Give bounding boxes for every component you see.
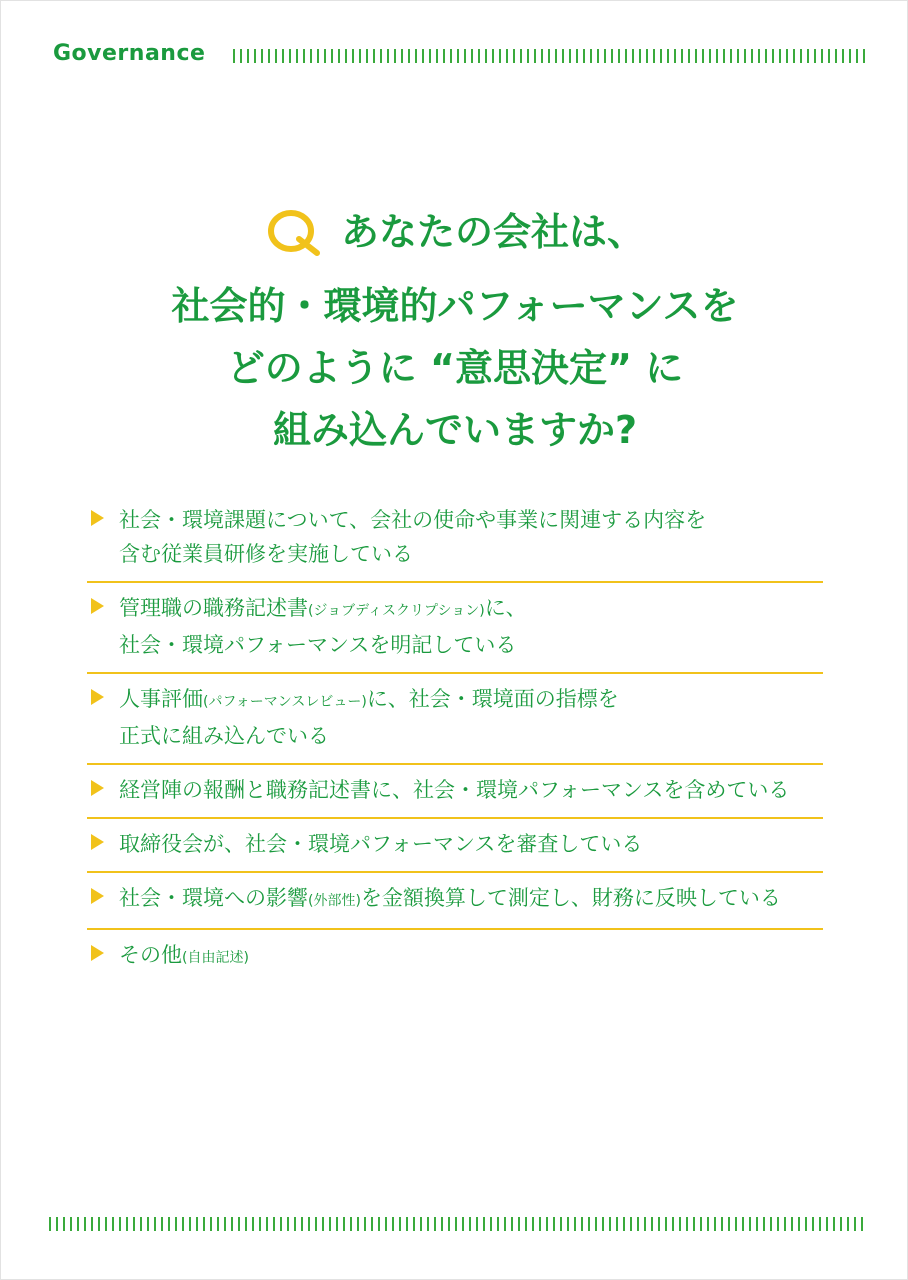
section-title: Governance <box>53 41 206 66</box>
option-note: (パフォーマンスレビュー) <box>203 694 367 710</box>
triangle-right-icon <box>91 945 104 961</box>
question-heading <box>1 201 908 461</box>
triangle-right-icon <box>91 834 104 850</box>
option-text: 人事評価 <box>119 687 203 711</box>
option-note: (ジョブディスクリプション) <box>308 603 485 619</box>
option-text-line: 社会・環境パフォーマンスを明記している <box>119 633 517 657</box>
q-letter-icon <box>265 207 323 257</box>
option-text: その他 <box>119 943 182 967</box>
option-note: (自由記述) <box>182 950 249 966</box>
triangle-right-icon <box>91 780 104 796</box>
question-line-2: 社会的・環境的パフォーマンスを <box>171 284 739 328</box>
triangle-right-icon <box>91 689 104 705</box>
decorative-tick-strip-top <box>233 49 865 63</box>
option-note: (外部性) <box>308 893 361 909</box>
option-text-line: 正式に組み込んでいる <box>119 724 329 748</box>
option-text-line: 取締役会が、社会・環境パフォーマンスを審査している <box>119 832 643 856</box>
triangle-right-icon <box>91 510 104 526</box>
option-text-line: 社会・環境課題について、会社の使命や事業に関連する内容を <box>119 508 707 532</box>
question-line-1: あなたの会社は、 <box>340 210 645 254</box>
option-text: を金額換算して測定し、財務に反映している <box>360 886 781 910</box>
option-item[interactable] <box>87 930 823 985</box>
option-text: に、 <box>484 596 527 620</box>
question-line-3: どのように “意思決定” に <box>226 346 684 390</box>
option-item[interactable] <box>87 674 823 765</box>
triangle-right-icon <box>91 888 104 904</box>
question-line-4: 組み込んでいますか? <box>272 408 638 452</box>
option-text: に、社会・環境面の指標を <box>366 687 619 711</box>
triangle-right-icon <box>91 598 104 614</box>
answer-options <box>87 495 823 985</box>
option-item[interactable] <box>87 765 823 819</box>
option-text: 管理職の職務記述書 <box>119 596 308 620</box>
option-text: 社会・環境への影響 <box>119 886 308 910</box>
option-text-line: 含む従業員研修を実施している <box>119 542 413 566</box>
option-text-line: 経営陣の報酬と職務記述書に、社会・環境パフォーマンスを含めている <box>119 778 790 802</box>
option-item[interactable] <box>87 495 823 583</box>
option-item[interactable] <box>87 583 823 674</box>
decorative-tick-strip-bottom <box>49 1217 865 1231</box>
option-item[interactable] <box>87 819 823 873</box>
option-item[interactable] <box>87 873 823 930</box>
